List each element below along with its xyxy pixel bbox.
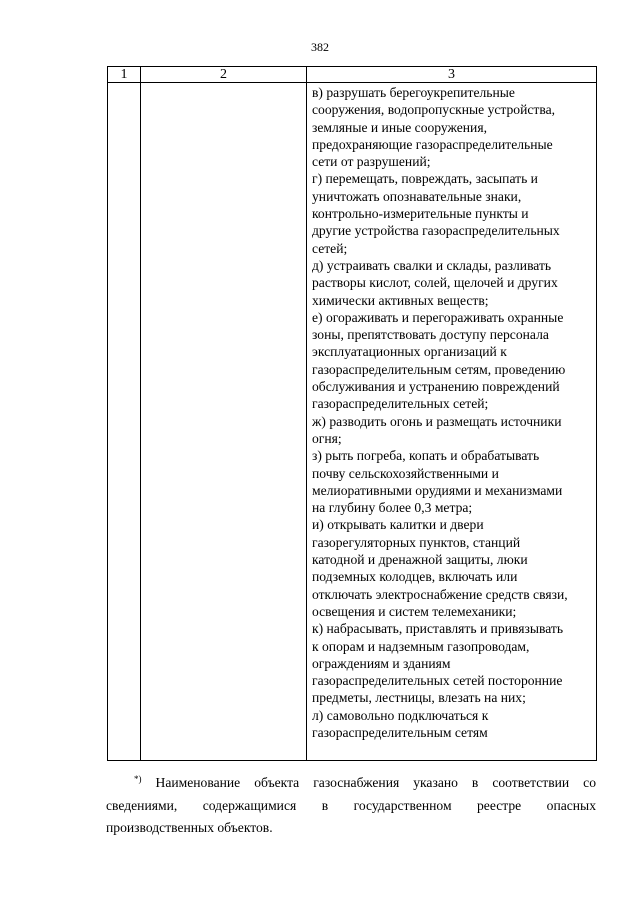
table-cell-col1 bbox=[108, 83, 141, 761]
text-line: л) самовольно подключаться к bbox=[312, 707, 489, 723]
text-line: г) перемещать, повреждать, засыпать и bbox=[312, 171, 538, 187]
text-line: д) устраивать свалки и склады, разливать bbox=[312, 257, 552, 273]
text-line: химически активных веществ; bbox=[312, 292, 489, 308]
text-line: земляные и иные сооружения, bbox=[312, 119, 487, 135]
text-line: сети от разрушений; bbox=[312, 154, 431, 170]
column-header-1: 1 bbox=[108, 67, 141, 83]
text-line: сетей; bbox=[312, 240, 348, 256]
table-row bbox=[108, 83, 597, 761]
text-line: ограждениям и зданиям bbox=[312, 655, 451, 671]
table-cell-col3 bbox=[307, 83, 597, 761]
text-line: обслуживания и устранению повреждений bbox=[312, 379, 560, 395]
footnote-line-3: производственных объектов. bbox=[106, 820, 273, 835]
text-line: газораспределительных сетей; bbox=[312, 396, 489, 412]
column-header-3: 3 bbox=[307, 67, 597, 83]
table-header-row bbox=[108, 67, 597, 83]
text-line: и) открывать калитки и двери bbox=[312, 517, 484, 533]
text-line: в) разрушать берегоукрепительные bbox=[312, 85, 515, 100]
column-header-2: 2 bbox=[141, 67, 307, 83]
text-line: к опорам и надземным газопроводам, bbox=[312, 638, 530, 654]
text-line: огня; bbox=[312, 430, 342, 446]
text-line: ж) разводить огонь и размещать источники bbox=[312, 413, 562, 429]
text-line: отключать электроснабжение средств связи, bbox=[312, 586, 568, 602]
footnote-marker: *) bbox=[134, 774, 142, 784]
text-line: газораспределительным сетям bbox=[312, 724, 488, 740]
text-line: контрольно-измерительные пункты и bbox=[312, 206, 529, 222]
text-line: освещения и систем телемеханики; bbox=[312, 603, 517, 619]
footnote-line-1: *) Наименование объекта газоснабжения указано в соответствии со bbox=[134, 774, 596, 790]
text-line: газораспределительным сетям, проведению bbox=[312, 361, 566, 377]
text-line: газораспределительных сетей посторонние bbox=[312, 673, 563, 689]
text-line: подземных колодцев, включать или bbox=[312, 569, 518, 585]
restrictions-list bbox=[307, 83, 596, 743]
text-line: растворы кислот, солей, щелочей и других bbox=[312, 275, 558, 291]
text-line: зоны, препятствовать доступу персонала bbox=[312, 327, 549, 343]
text-line: почву сельскохозяйственными и bbox=[312, 465, 499, 481]
text-line: другие устройства газораспределительных bbox=[312, 223, 560, 239]
text-line: сооружения, водопропускные устройства, bbox=[312, 102, 556, 118]
text-line: катодной и дренажной защиты, люки bbox=[312, 552, 528, 568]
text-line: эксплуатационных организаций к bbox=[312, 344, 507, 360]
text-line: з) рыть погреба, копать и обрабатывать bbox=[312, 448, 540, 464]
text-line: на глубину более 0,3 метра; bbox=[312, 500, 473, 516]
text-line: газорегуляторных пунктов, станций bbox=[312, 534, 521, 550]
document-table bbox=[107, 66, 597, 761]
text-line: уничтожать опознавательные знаки, bbox=[312, 188, 522, 204]
page-number: 382 bbox=[311, 40, 329, 54]
table-cell-col2 bbox=[141, 83, 307, 761]
text-line: мелиоративными орудиями и механизмами bbox=[312, 482, 563, 498]
text-line: предохраняющие газораспределительные bbox=[312, 136, 553, 152]
text-line: е) огораживать и перегораживать охранные bbox=[312, 309, 564, 325]
footnote-line-2: сведениями, содержащимися в государственном реестре опасных bbox=[106, 797, 596, 813]
text-line: предметы, лестницы, влезать на них; bbox=[312, 690, 526, 706]
text-line: к) набрасывать, приставлять и привязывать bbox=[312, 621, 564, 637]
footnote bbox=[106, 768, 596, 840]
